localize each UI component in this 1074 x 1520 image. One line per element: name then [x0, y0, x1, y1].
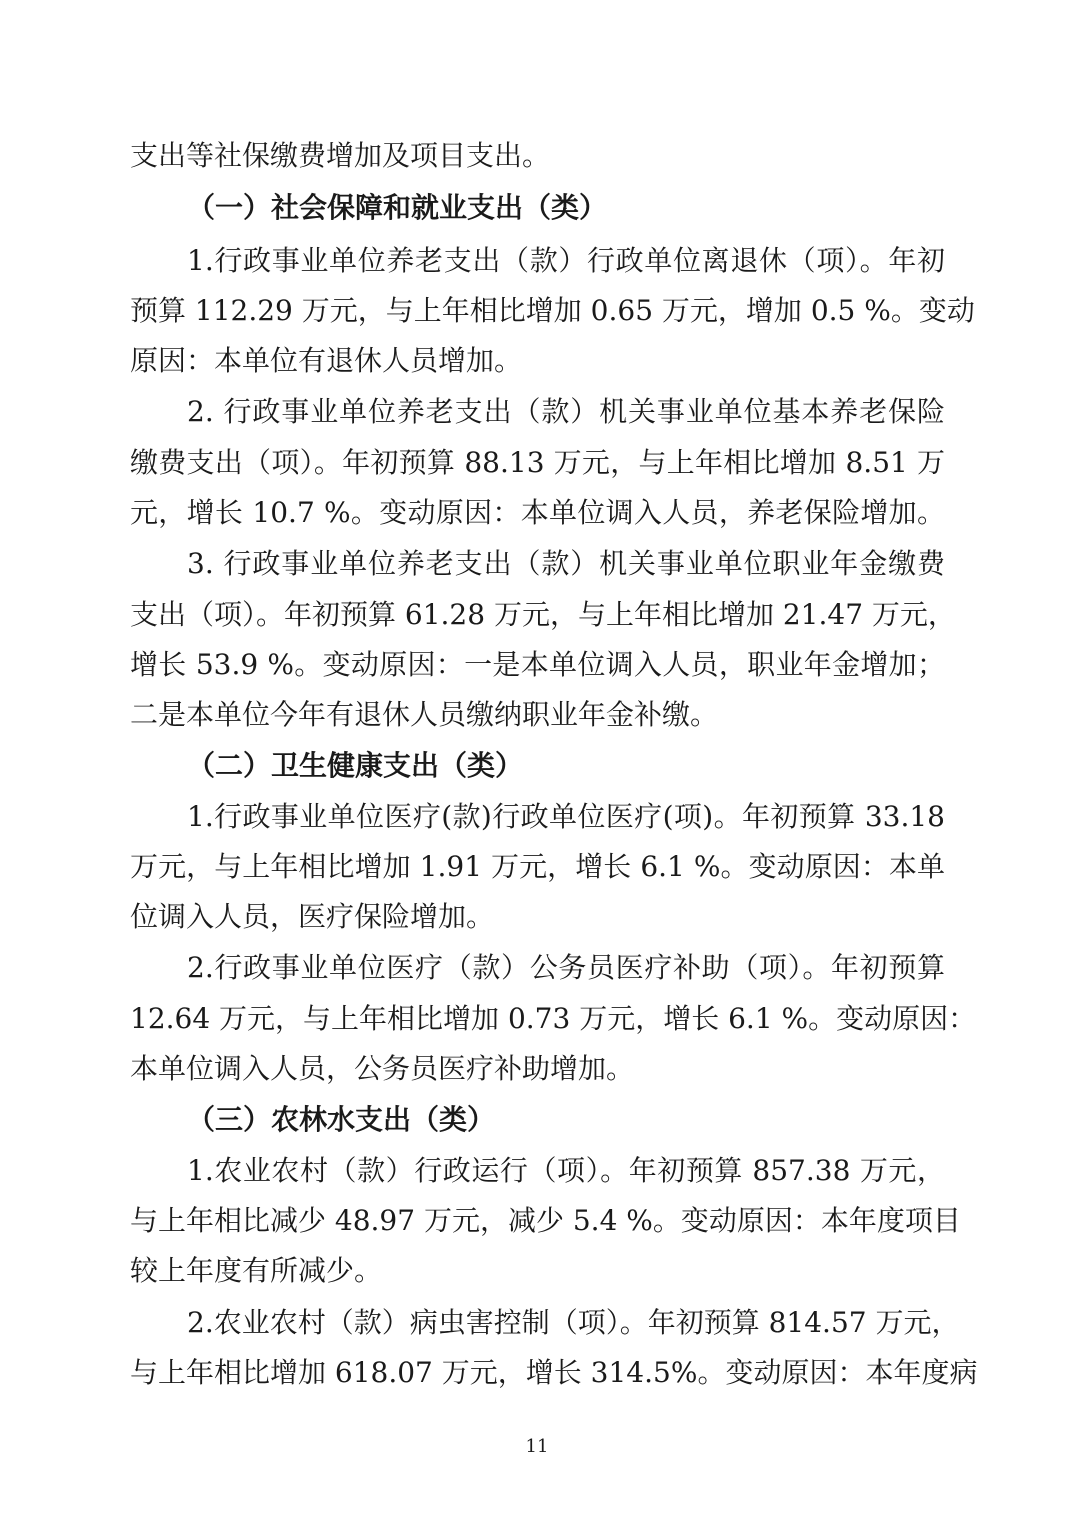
paragraph-line: 2. 行政事业单位养老支出（款）机关事业单位基本养老保险	[187, 395, 945, 428]
paragraph-line: 2.农业农村（款）病虫害控制（项）。年初预算 814.57 万元，	[187, 1306, 960, 1339]
paragraph-line: 原因：本单位有退休人员增加。	[130, 344, 523, 377]
section-heading-health: （二）卫生健康支出（类）	[187, 749, 524, 782]
paragraph-line: 支出（项）。年初预算 61.28 万元，与上年相比增加 21.47 万元，	[130, 598, 956, 631]
page-number: 11	[525, 1436, 549, 1457]
paragraph-line: 位调入人员，医疗保险增加。	[130, 900, 495, 933]
section-heading-social-security: （一）社会保障和就业支出（类）	[187, 191, 608, 224]
section-heading-agriculture: （三）农林水支出（类）	[187, 1103, 496, 1136]
paragraph-line: 预算 112.29 万元，与上年相比增加 0.65 万元，增加 0.5 %。变动	[130, 294, 975, 327]
paragraph-line: 缴费支出（项）。年初预算 88.13 万元，与上年相比增加 8.51 万	[130, 446, 945, 479]
paragraph-line: 3. 行政事业单位养老支出（款）机关事业单位职业年金缴费	[187, 547, 945, 580]
paragraph-line: 1.行政事业单位医疗(款)行政单位医疗(项)。年初预算 33.18	[187, 800, 945, 833]
paragraph-line: 12.64 万元，与上年相比增加 0.73 万元，增长 6.1 %。变动原因：	[130, 1002, 977, 1035]
paragraph-line: 2.行政事业单位医疗（款）公务员医疗补助（项）。年初预算	[187, 951, 945, 984]
paragraph-line: 本单位调入人员，公务员医疗补助增加。	[130, 1052, 635, 1085]
paragraph-line: 与上年相比增加 618.07 万元，增长 314.5%。变动原因：本年度病	[130, 1356, 978, 1389]
paragraph-line: 支出等社保缴费增加及项目支出。	[130, 139, 551, 172]
paragraph-line: 增长 53.9 %。变动原因：一是本单位调入人员，职业年金增加；	[130, 648, 945, 681]
paragraph-line: 较上年度有所减少。	[130, 1254, 383, 1287]
paragraph-line: 万元，与上年相比增加 1.91 万元，增长 6.1 %。变动原因：本单	[130, 850, 945, 883]
paragraph-line: 元，增长 10.7 %。变动原因：本单位调入人员，养老保险增加。	[130, 496, 945, 529]
paragraph-line: 二是本单位今年有退休人员缴纳职业年金补缴。	[130, 698, 719, 731]
paragraph-line: 1.农业农村（款）行政运行（项）。年初预算 857.38 万元，	[187, 1154, 945, 1187]
paragraph-line: 与上年相比减少 48.97 万元，减少 5.4 %。变动原因：本年度项目	[130, 1204, 961, 1237]
paragraph-line: 1.行政事业单位养老支出（款）行政单位离退休（项）。年初	[187, 244, 945, 277]
